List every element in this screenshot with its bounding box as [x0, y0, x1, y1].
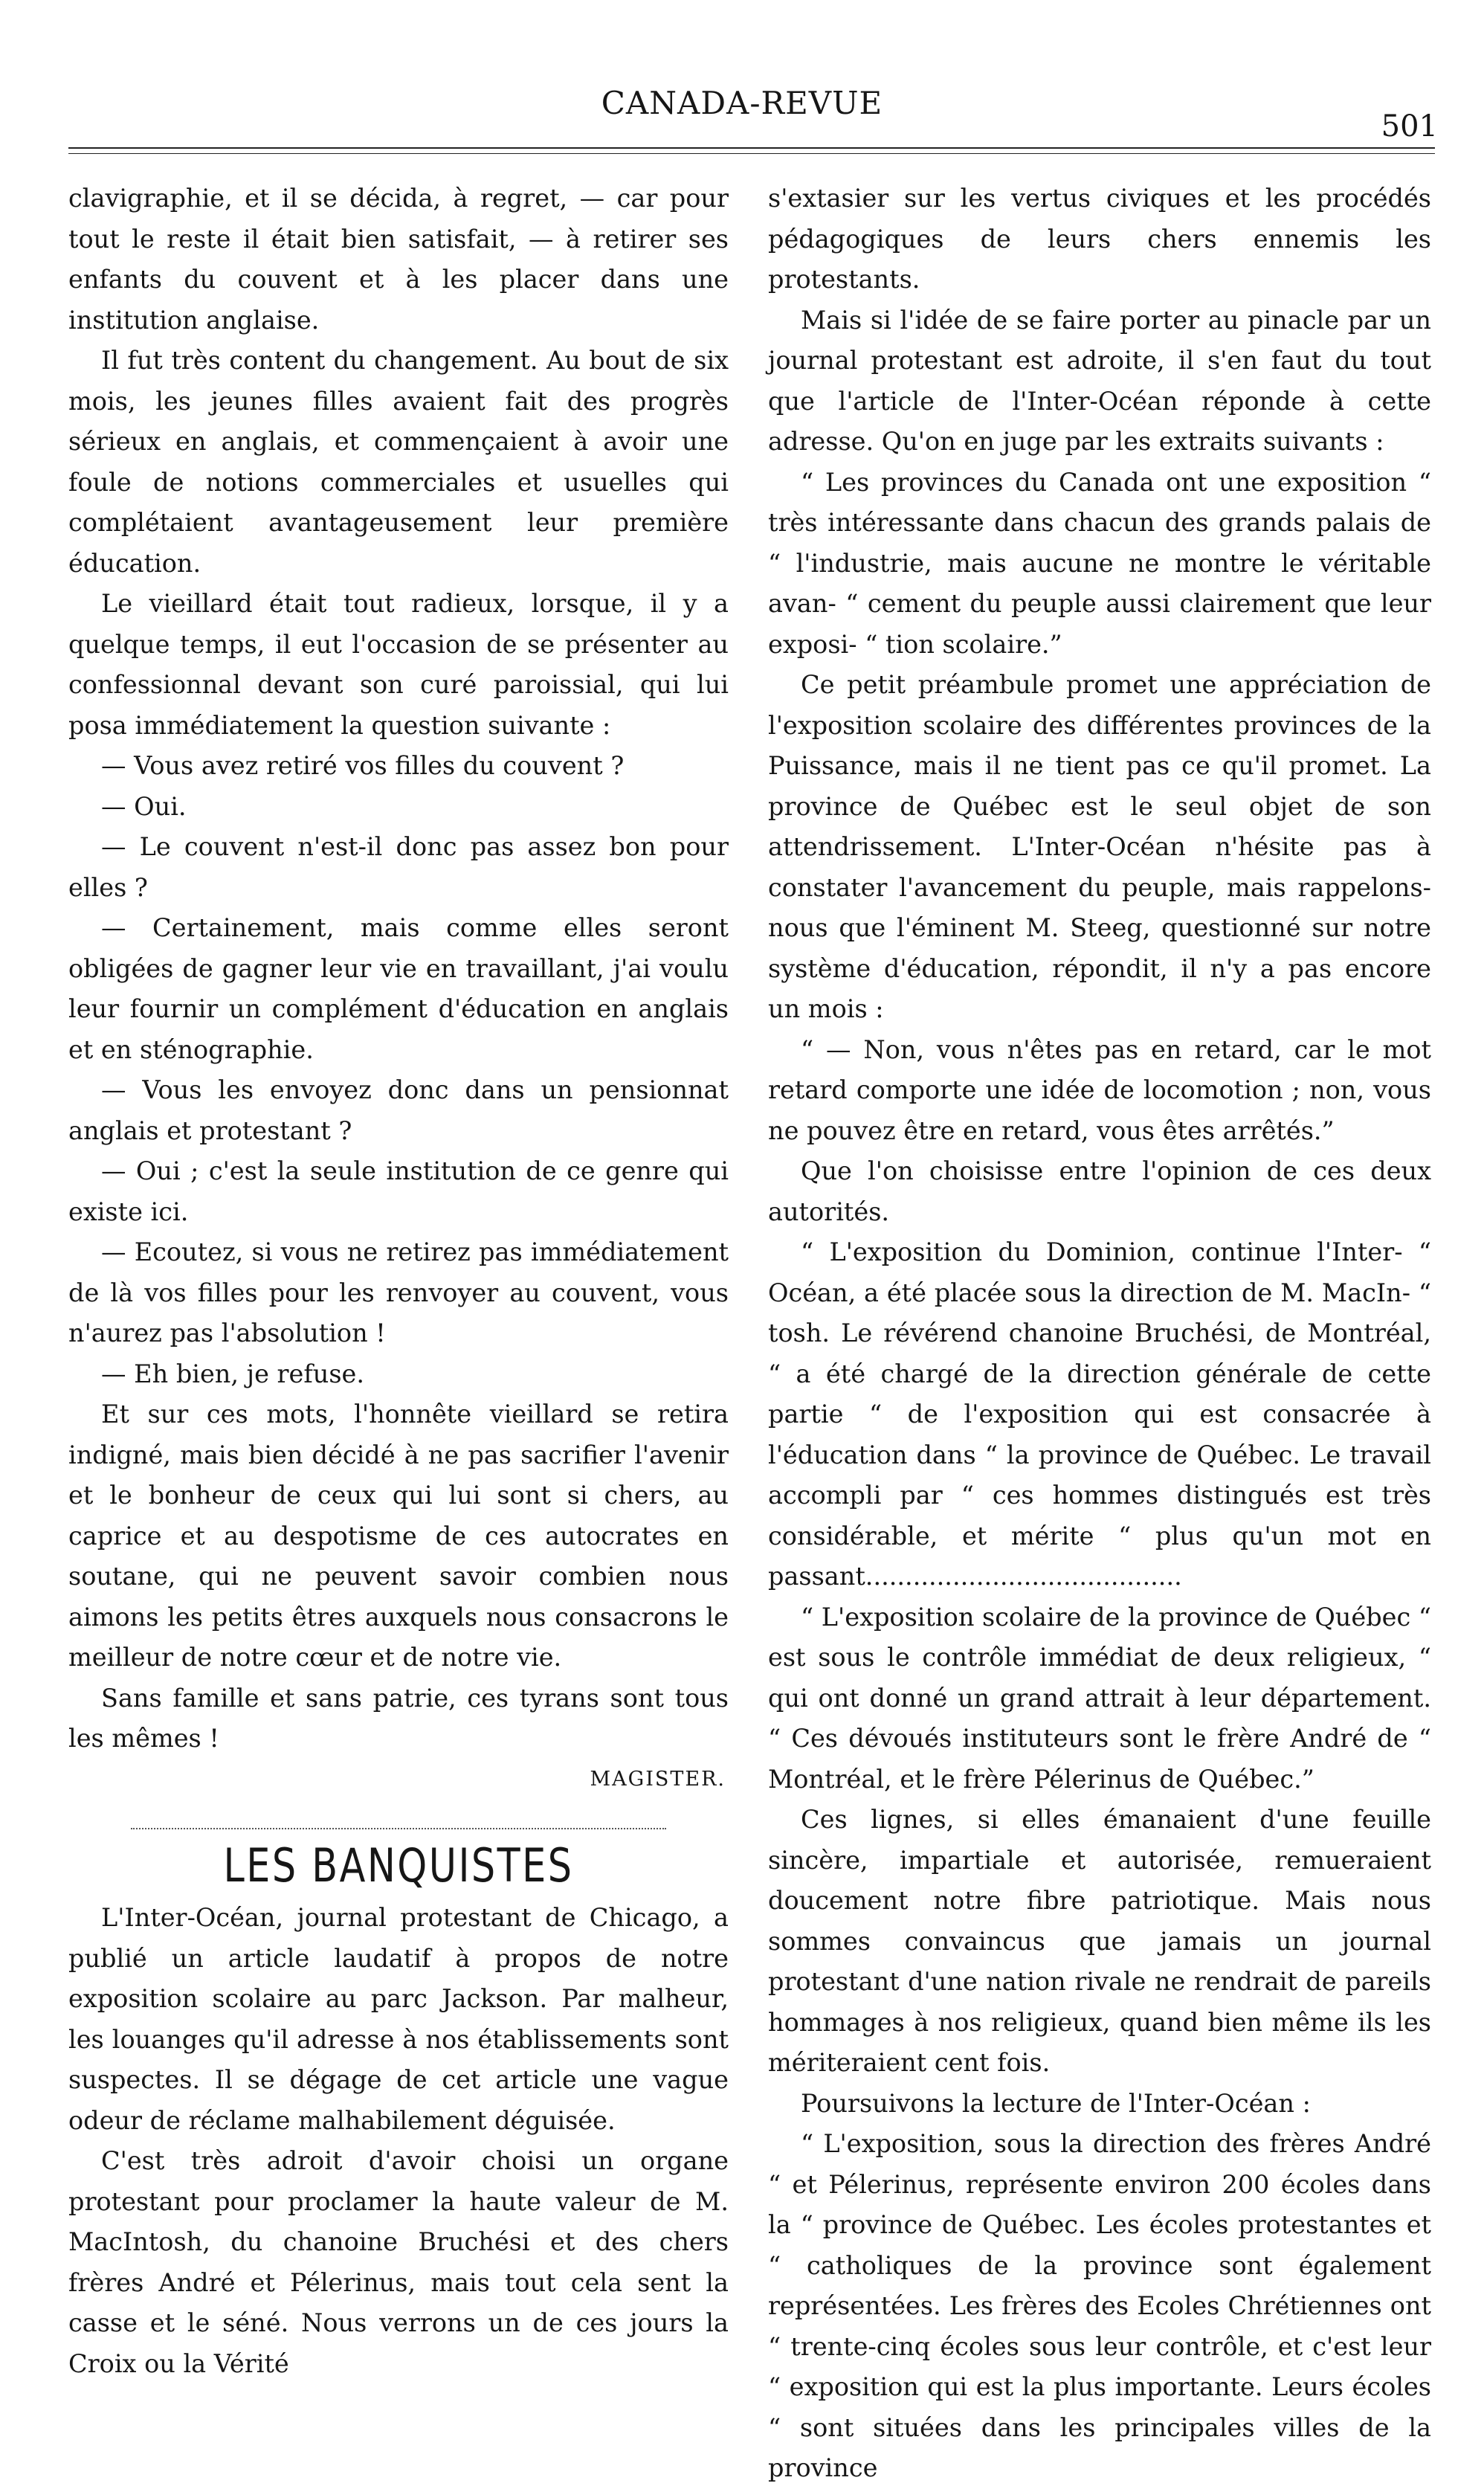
dialogue-line: — Vous avez retiré vos filles du couvent ?: [101, 751, 625, 780]
dialogue-line: — Ecoutez, si vous ne retirez pas immédiatement de là vos filles pour les renvoyer au couvent, vous n'aurez pas l'absolution !: [68, 1237, 729, 1347]
quotation: “ L'exposition, sous la direction des frères André “ et Pélerinus, représente environ 200 écoles dans la “ province de Québec. Les écoles protestantes et “ catholiques de la province sont également représentées. Les frères des Ecoles Chrétiennes ont “ trente-cinq écoles sous leur contrôle, et c'est leur “ exposition qui est la plus importante. Leurs écoles “ sont situées dans les principales villes de la province: [768, 2129, 1431, 2482]
paragraph: Et sur ces mots, l'honnête vieillard se retira indigné, mais bien décidé à ne pas sacrifier l'avenir et le bonheur de ceux qui lui sont si chers, au caprice et au despotisme de ces autocrates en soutane, qui ne peuvent savoir combien nous aimons les petits êtres auxquels nous consacrons le meilleur de notre cœur et de notre vie.: [68, 1400, 729, 1672]
author-signature: MAGISTER.: [590, 1767, 726, 1791]
dialogue-line: — Vous les envoyez donc dans un pensionnat anglais et protestant ?: [68, 1075, 729, 1145]
quotation: “ L'exposition du Dominion, continue l'Inter- “ Océan, a été placée sous la direction de M. MacIn- “ tosh. Le révérend chanoine Bruchési, de Montréal, “ a été chargé de la direction générale de cette partie “ de l'exposition qui est consacrée à l'éducation dans “ la province de Québec. Le travail accompli par “ ces hommes distingués est très considérable, et mérite “ plus qu'un mot en passant........................................: [768, 1237, 1431, 1591]
right-column: [768, 178, 1431, 2489]
paragraph: Ce petit préambule promet une appréciation de l'exposition scolaire des différentes provinces de la Puissance, mais il ne tient pas ce qu'il promet. La province de Québec est le seul objet de son attendrissement. L'Inter-Océan n'hésite pas à constater l'avancement du peuple, mais rappelons-nous que l'éminent M. Steeg, questionné sur notre système d'éducation, répondit, il n'y a pas encore un mois :: [768, 670, 1431, 1023]
dialogue-line: — Le couvent n'est-il donc pas assez bon pour elles ?: [68, 832, 729, 902]
quotation: “ Les provinces du Canada ont une exposition “ très intéressante dans chacun des grands palais de “ l'industrie, mais aucune ne montre le véritable avan- “ cement du peuple aussi clairement que leur exposi- “ tion scolaire.”: [768, 467, 1431, 659]
paragraph: C'est très adroit d'avoir choisi un organe protestant pour proclamer la haute valeur de M. MacIntosh, du chanoine Bruchési et des chers frères André et Pélerinus, mais tout cela sent la casse et le séné. Nous verrons un de ces jours la Croix ou la Vérité: [68, 2146, 729, 2378]
paragraph: Poursuivons la lecture de l'Inter-Océan :: [801, 2088, 1311, 2118]
paragraph: clavigraphie, et il se décida, à regret, — car pour tout le reste il était bien satisfait, — à retirer ses enfants du couvent et à les placer dans une institution anglaise.: [68, 184, 729, 335]
paragraph: Mais si l'idée de se faire porter au pinacle par un journal protestant est adroite, il s'en faut du tout que l'article de l'Inter-Océan réponde à cette adresse. Qu'on en juge par les extraits suivants :: [768, 305, 1431, 456]
page-number: 501: [1381, 109, 1438, 144]
left-column: [68, 178, 729, 2384]
dialogue-line: — Oui.: [101, 791, 187, 821]
paragraph: Ces lignes, si elles émanaient d'une feuille sincère, impartiale et autorisée, remueraient doucement notre fibre patriotique. Mais nous sommes convaincus que jamais un journal protestant d'une nation rivale ne rendrait de pareils hommages à nos religieux, quand bien même ils les mériteraient cent fois.: [768, 1805, 1431, 2077]
dialogue-line: — Oui ; c'est la seule institution de ce genre qui existe ici.: [68, 1156, 729, 1226]
paragraph: Que l'on choisisse entre l'opinion de ces deux autorités.: [768, 1156, 1431, 1226]
dialogue-line: — Certainement, mais comme elles seront obligées de gagner leur vie en travaillant, j'ai voulu leur fournir un complément d'éducation en anglais et en sténographie.: [68, 913, 729, 1064]
quotation: “ L'exposition scolaire de la province de Québec “ est sous le contrôle immédiat de deux religieux, “ qui ont donné un grand attrait à leur département. “ Ces dévoués instituteurs sont le frère André de “ Montréal, et le frère Pélerinus de Québec.”: [768, 1602, 1431, 1794]
quotation: “ — Non, vous n'êtes pas en retard, car le mot retard comporte une idée de locomotion ; non, vous ne pouvez être en retard, vous êtes arrêtés.”: [768, 1034, 1431, 1145]
header-rule: [68, 147, 1435, 154]
running-header-title: CANADA-REVUE: [601, 85, 883, 121]
paragraph: L'Inter-Océan, journal protestant de Chicago, a publié un article laudatif à propos de notre exposition scolaire au parc Jackson. Par malheur, les louanges qu'il adresse à nos établissements sont suspectes. Il se dégage de cet article une vague odeur de réclame malhabilement déguisée.: [68, 1903, 729, 2135]
dialogue-line: — Eh bien, je refuse.: [101, 1359, 365, 1388]
section-title: LES BANQUISTES: [223, 1838, 574, 1893]
section-divider: [131, 1828, 666, 1829]
paragraph: s'extasier sur les vertus civiques et les procédés pédagogiques de leurs chers ennemis les protestants.: [768, 184, 1431, 294]
paragraph: Il fut très content du changement. Au bout de six mois, les jeunes filles avaient fait des progrès sérieux en anglais, et commençaient à avoir une foule de notions commerciales et usuelles qui complétaient avantageusement leur première éducation.: [68, 346, 729, 578]
paragraph: Sans famille et sans patrie, ces tyrans sont tous les mêmes !: [68, 1683, 729, 1753]
paragraph: Le vieillard était tout radieux, lorsque, il y a quelque temps, il eut l'occasion de se présenter au confessionnal devant son curé paroissial, qui lui posa immédiatement la question suivante :: [68, 589, 729, 740]
